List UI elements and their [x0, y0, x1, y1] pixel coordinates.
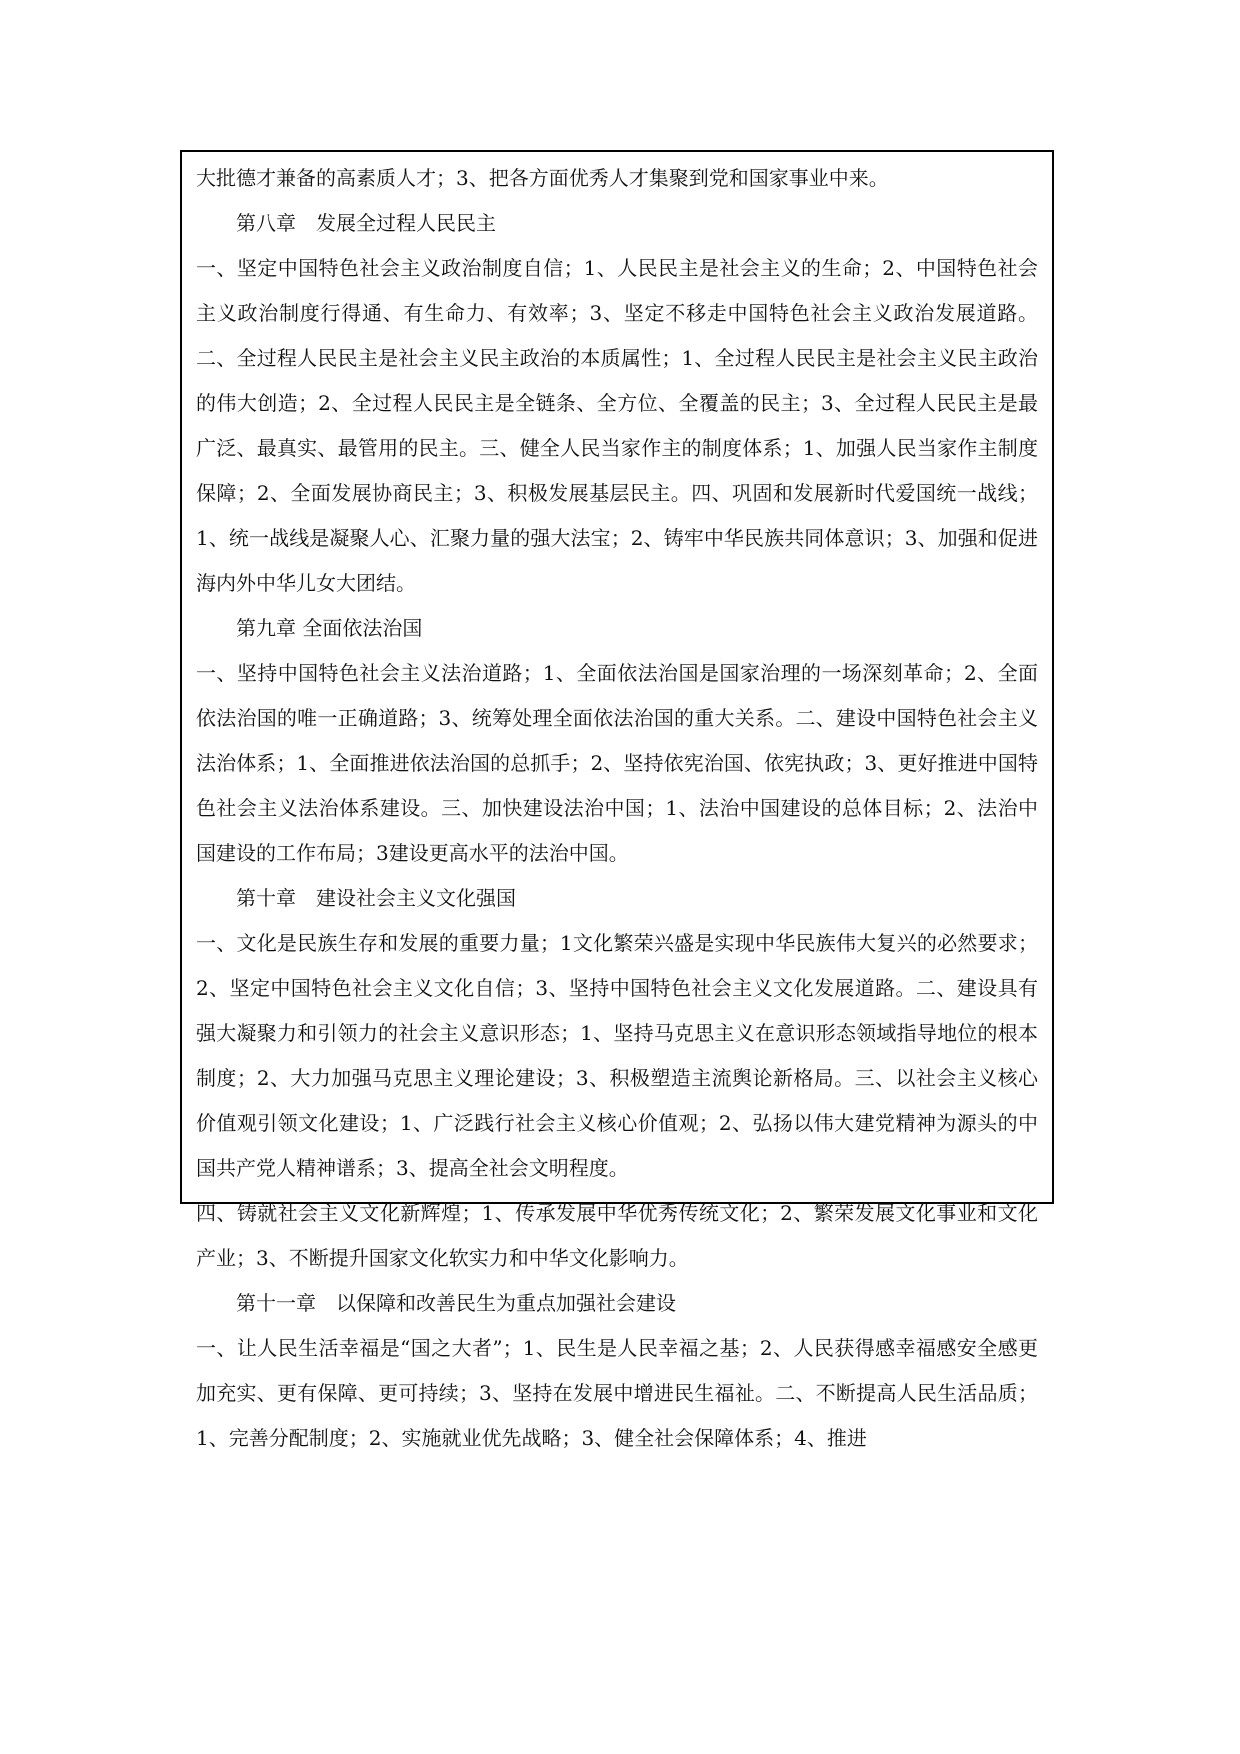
document-body — [196, 156, 1038, 1461]
page-frame — [180, 150, 1054, 1450]
chapter-heading: 第九章 全面依法治国 — [236, 616, 423, 640]
paragraph: 一、文化是民族生存和发展的重要力量；1文化繁荣兴盛是实现中华民族伟大复兴的必然要求；2、坚定中国特色社会主义文化自信；3、坚持中国特色社会主义文化发展道路。二、建设具有强大凝聚力和引领力的社会主义意识形态；1、坚持马克思主义在意识形态领域指导地位的根本制度；2、大力加强马克思主义理论建设；3、积极塑造主流舆论新格局。三、以社会主义核心价值观引领文化建设；1、广泛践行社会主义核心价值观；2、弘扬以伟大建党精神为源头的中国共产党人精神谱系；3、提高全社会文明程度。 — [196, 931, 1038, 1180]
chapter-heading: 第十章 建设社会主义文化强国 — [236, 886, 516, 910]
chapter-heading: 第八章 发展全过程人民民主 — [236, 211, 496, 235]
paragraph: 一、让人民生活幸福是“国之大者”；1、民生是人民幸福之基；2、人民获得感幸福感安全感更加充实、更有保障、更可持续；3、坚持在发展中增进民生福祉。二、不断提高人民生活品质；1、完善分配制度；2、实施就业优先战略；3、健全社会保障体系；4、推进 — [196, 1336, 1038, 1450]
paragraph: 大批德才兼备的高素质人才；3、把各方面优秀人才集聚到党和国家事业中来。 — [196, 166, 889, 190]
paragraph: 四、铸就社会主义文化新辉煌；1、传承发展中华优秀传统文化；2、繁荣发展文化事业和文化产业；3、不断提升国家文化软实力和中华文化影响力。 — [196, 1201, 1038, 1270]
paragraph: 一、坚定中国特色社会主义政治制度自信；1、人民民主是社会主义的生命；2、中国特色社会主义政治制度行得通、有生命力、有效率；3、坚定不移走中国特色社会主义政治发展道路。二、全过程人民民主是社会主义民主政治的本质属性；1、全过程人民民主是社会主义民主政治的伟大创造；2、全过程人民民主是全链条、全方位、全覆盖的民主；3、全过程人民民主是最广泛、最真实、最管用的民主。三、健全人民当家作主的制度体系；1、加强人民当家作主制度保障；2、全面发展协商民主；3、积极发展基层民主。四、巩固和发展新时代爱国统一战线；1、统一战线是凝聚人心、汇聚力量的强大法宝；2、铸牢中华民族共同体意识；3、加强和促进海内外中华儿女大团结。 — [196, 256, 1038, 595]
chapter-heading: 第十一章 以保障和改善民生为重点加强社会建设 — [236, 1291, 676, 1315]
paragraph: 一、坚持中国特色社会主义法治道路；1、全面依法治国是国家治理的一场深刻革命；2、全面依法治国的唯一正确道路；3、统筹处理全面依法治国的重大关系。二、建设中国特色社会主义法治体系；1、全面推进依法治国的总抓手；2、坚持依宪治国、依宪执政；3、更好推进中国特色社会主义法治体系建设。三、加快建设法治中国；1、法治中国建设的总体目标；2、法治中国建设的工作布局；3建设更高水平的法治中国。 — [196, 661, 1038, 865]
